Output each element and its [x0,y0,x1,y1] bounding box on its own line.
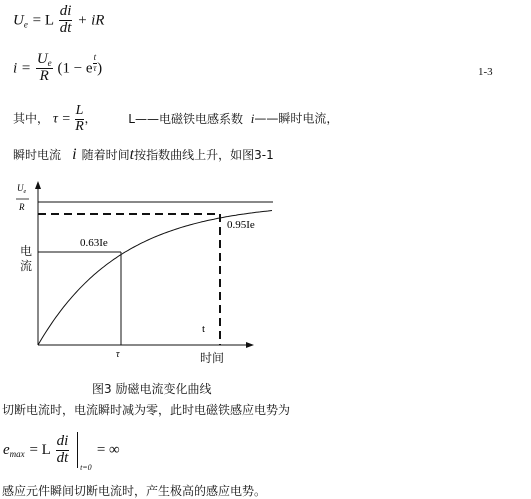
y-label-denominator: R [19,202,25,212]
tau-tick-label: τ [116,349,120,360]
figure-caption: 图3 励磁电流变化曲线 [92,382,212,396]
label-095: 0.95Ie [227,219,255,231]
y-axis-arrow [35,181,41,189]
tau-definition: 其中， τ = $\frac{L}{R}$ ， L——电磁铁电感系数 i——瞬时电流， [13,103,339,134]
equation-emax: $e_{max} = L$ $\frac{di}{dt}$ t=0 = ∞ [3,432,120,472]
y-label-numerator: $U_e$ [17,183,27,195]
growth-description: 瞬时电流 i 随着时间t按指数曲线上升，如图3-1 [13,146,274,163]
equation-voltage: $U_e = L$ $\frac{di}{dt}$ + iR [13,3,105,36]
equation-number: 1-3 [478,66,493,78]
label-063: 0.63Ie [80,237,108,249]
excitation-current-chart [0,175,300,370]
t-mark: t [202,323,206,335]
y-axis-label: 电 流 [20,244,33,273]
paragraph-final: 感应元件瞬间切断电流时，产生极高的感应电势。 [2,484,267,498]
x-axis-arrow [246,342,254,348]
equation-current: i = $\frac{U_e}{R}$ (1 − e $^{\frac{t}{\tau}}$ ) [13,51,103,85]
paragraph-cut-current: 切断电流时，电流瞬时减为零，此时电磁铁感应电势为 [2,403,291,417]
x-axis-label: 时间 [200,351,225,365]
